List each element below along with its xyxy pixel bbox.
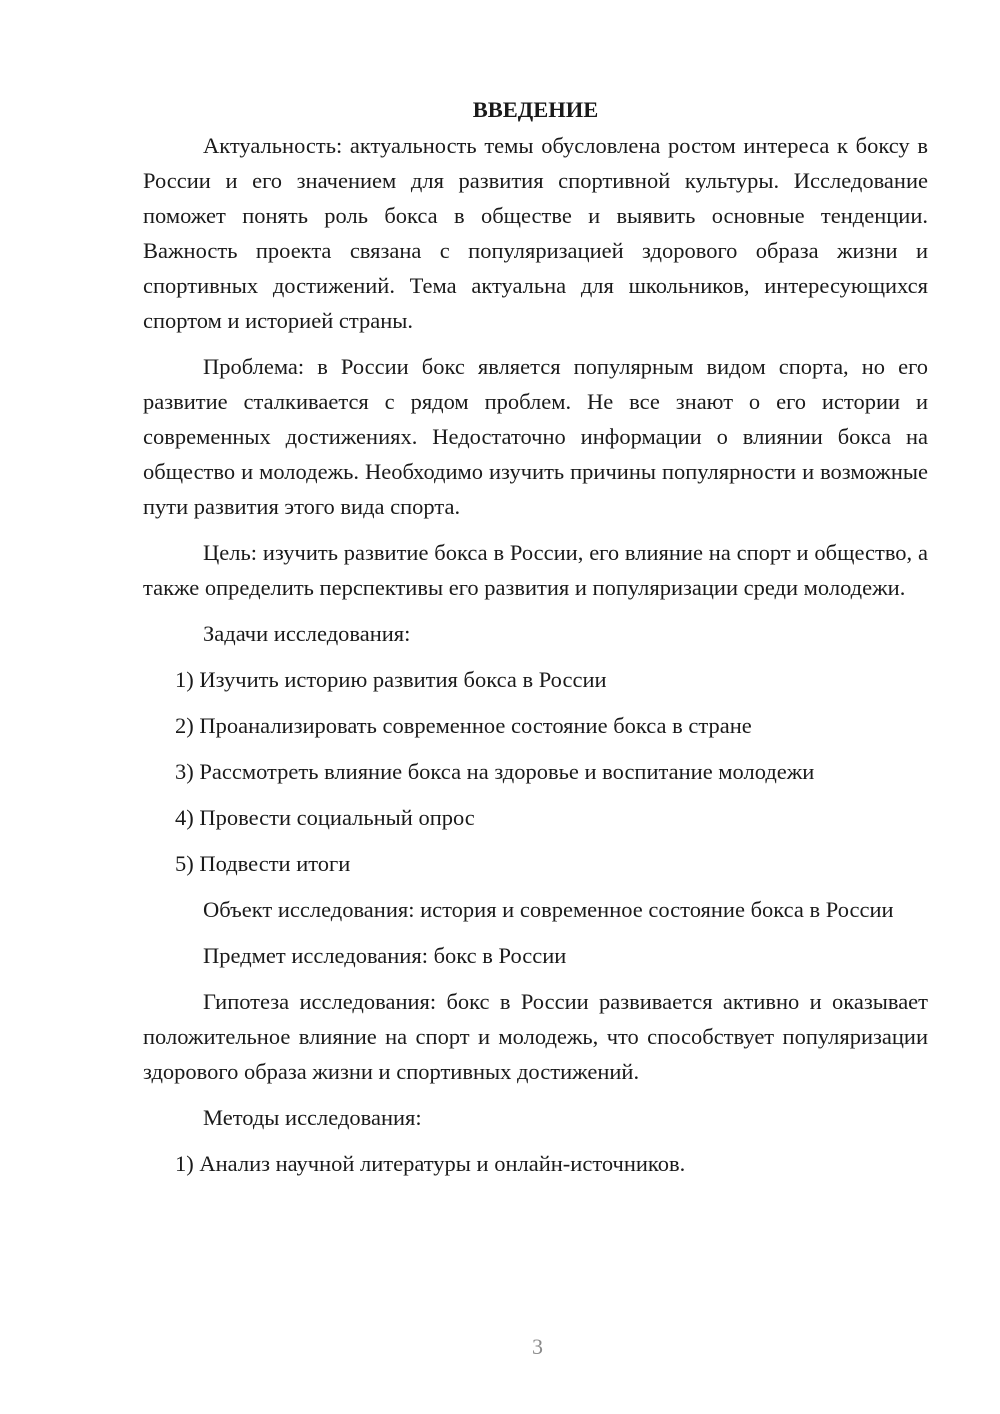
task-item: 1) Изучить историю развития бокса в России	[175, 667, 607, 692]
tasks-heading: Задачи исследования:	[203, 621, 411, 646]
relevance-paragraph: Актуальность: актуальность темы обусловлена ростом интереса к боксу в России и его значением для развития спортивной культуры. Исследование поможет понять роль бокса в обществе и выявить основные тенденции. Важность проекта связана с популяризацией здорового образа жизни и спортивных достижений. Тема актуальна для школьников, интересующихся спортом и историей страны.	[143, 133, 928, 333]
goal-paragraph: Цель: изучить развитие бокса в России, его влияние на спорт и общество, а также определить перспективы его развития и популяризации среди молодежи.	[143, 540, 928, 600]
subject-paragraph: Предмет исследования: бокс в России	[203, 943, 567, 968]
hypothesis-paragraph: Гипотеза исследования: бокс в России развивается активно и оказывает положительное влияние на спорт и молодежь, что способствует популяризации здорового образа жизни и спортивных достижений.	[143, 989, 928, 1084]
method-item: 1) Анализ научной литературы и онлайн-источников.	[175, 1151, 686, 1176]
methods-heading: Методы исследования:	[203, 1105, 422, 1130]
problem-paragraph: Проблема: в России бокс является популярным видом спорта, но его развитие сталкивается с рядом проблем. Не все знают о его истории и современных достижениях. Недостаточно информации о влиянии бокса на общество и молодежь. Необходимо изучить причины популярности и возможные пути развития этого вида спорта.	[143, 354, 928, 519]
object-paragraph: Объект исследования: история и современное состояние бокса в России	[203, 897, 894, 922]
task-item: 3) Рассмотреть влияние бокса на здоровье и воспитание молодежи	[175, 759, 815, 784]
page-title: ВВЕДЕНИЕ	[472, 97, 599, 122]
page-content	[143, 95, 928, 1192]
page-number: 3	[532, 1334, 543, 1359]
task-item: 4) Провести социальный опрос	[175, 805, 475, 830]
task-item: 2) Проанализировать современное состояние бокса в стране	[175, 713, 752, 738]
task-item: 5) Подвести итоги	[175, 851, 351, 876]
